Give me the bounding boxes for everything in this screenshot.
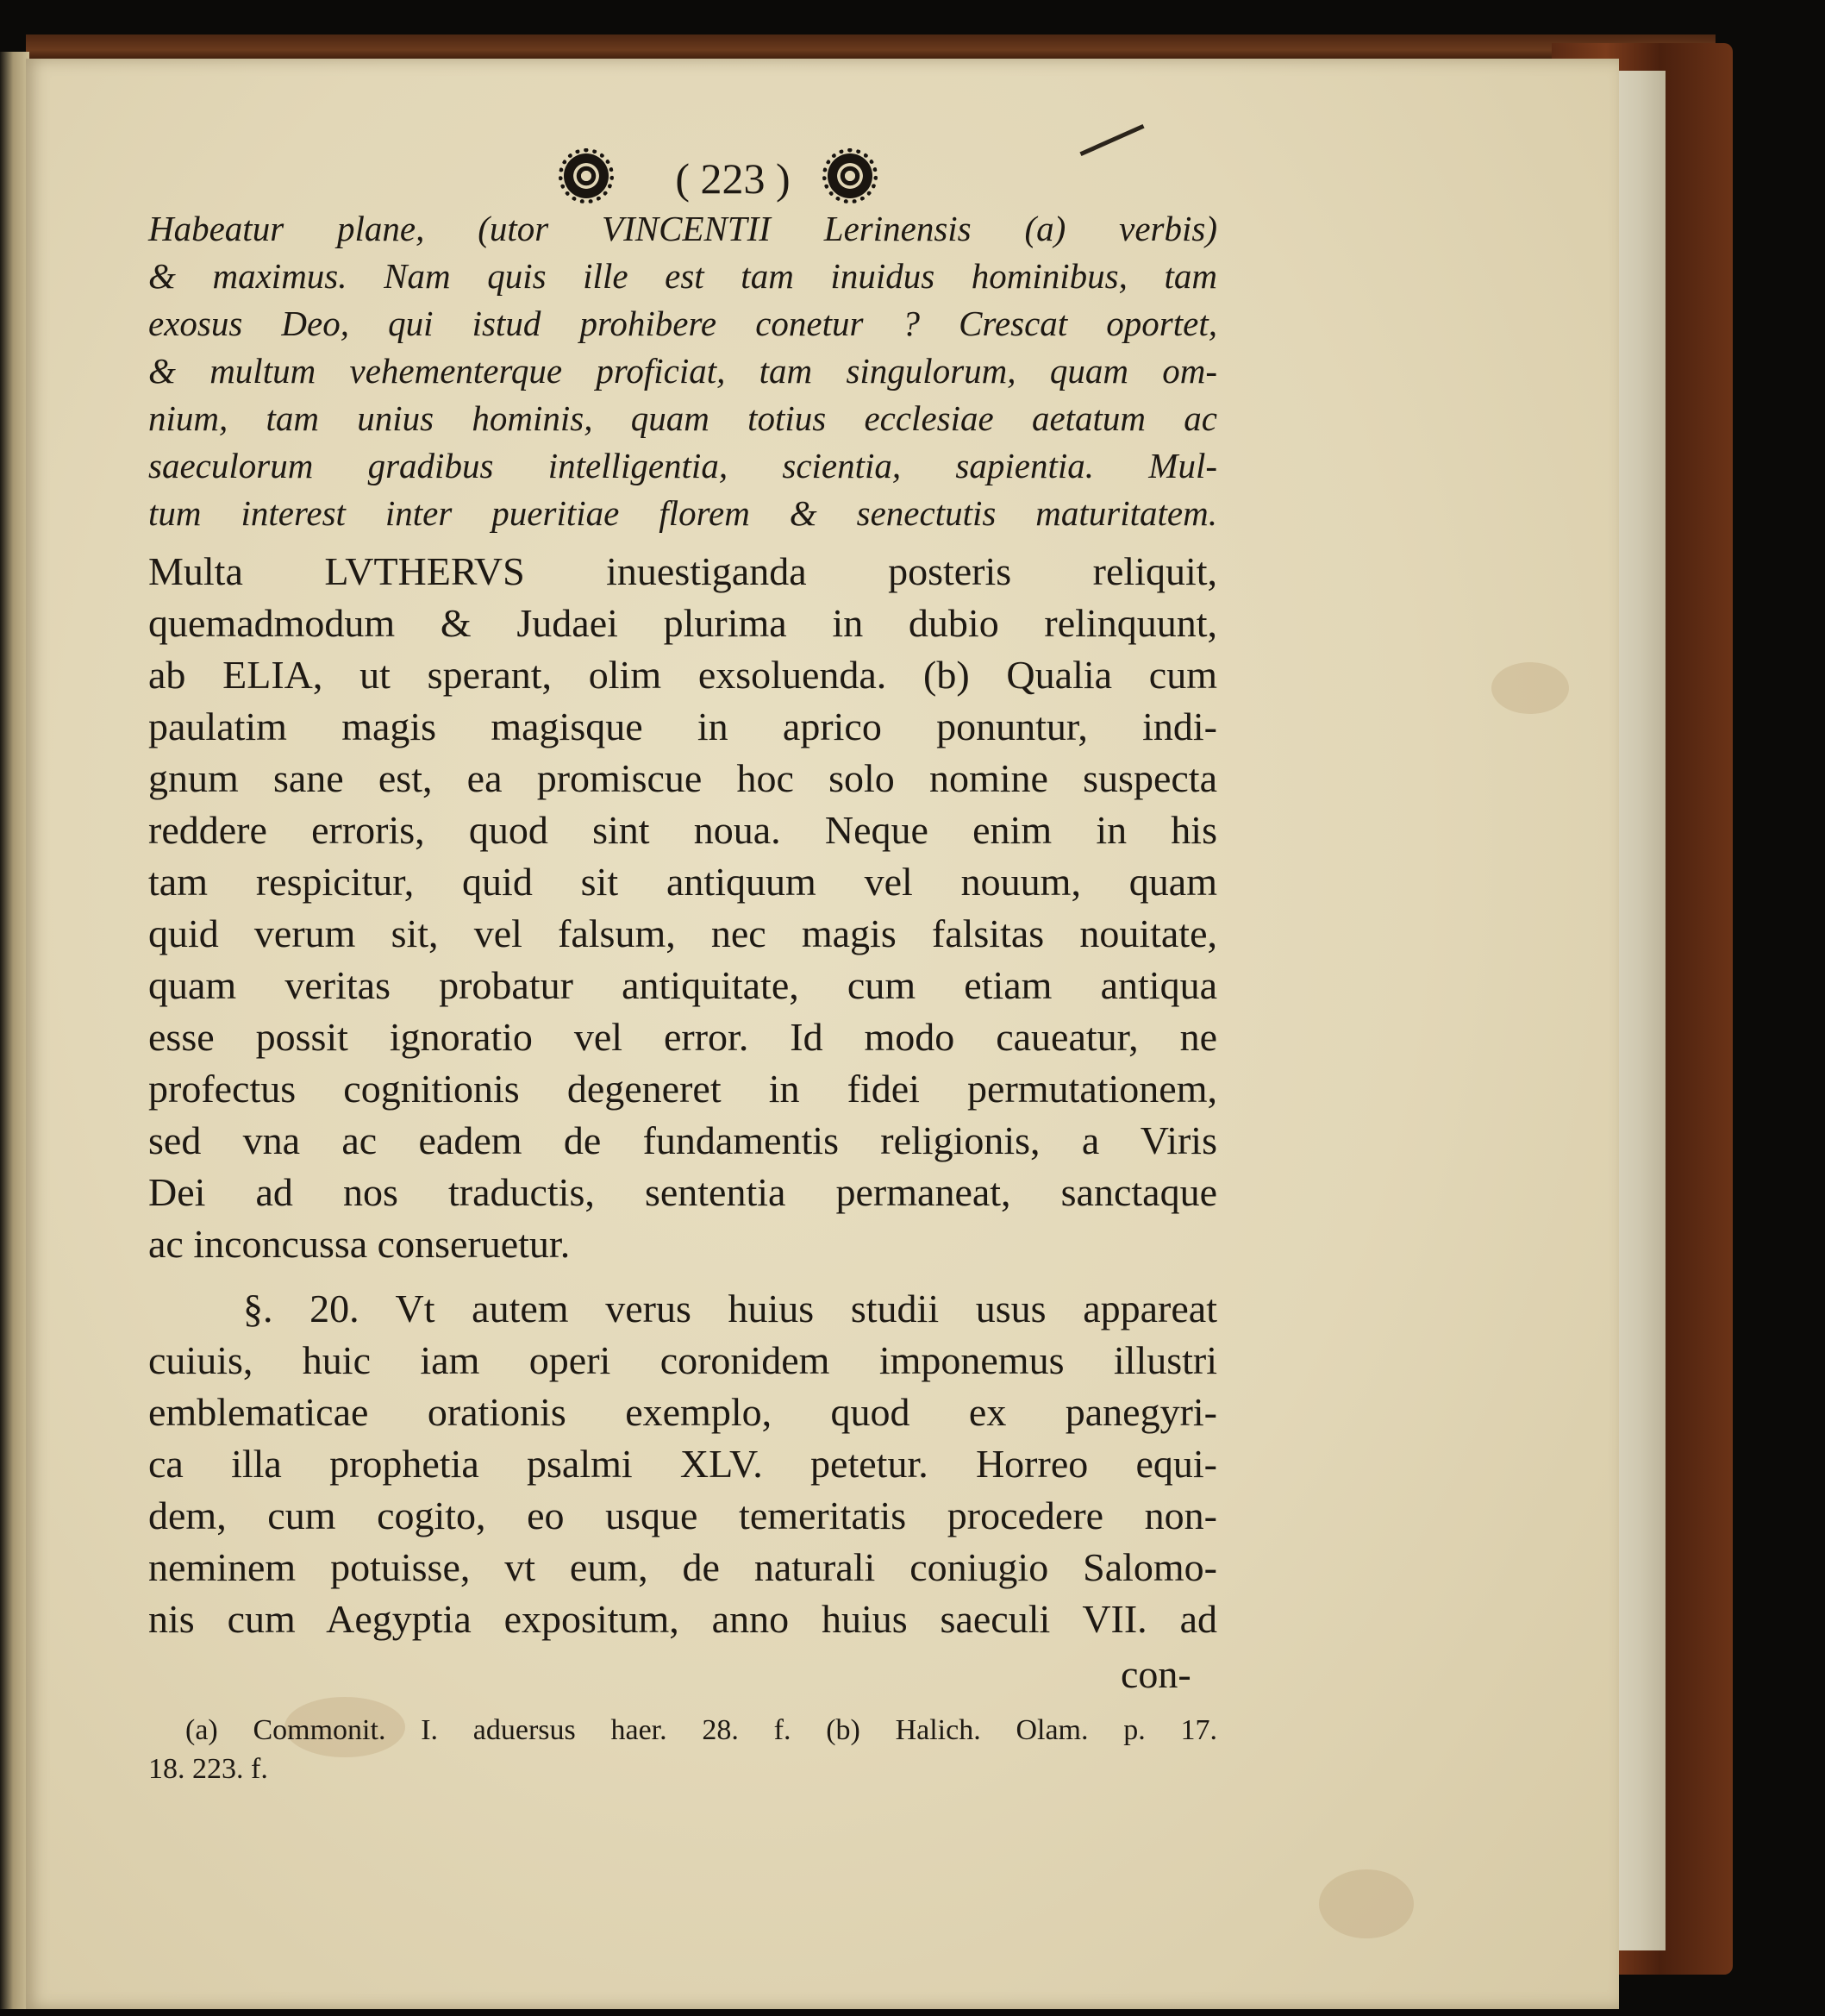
text-line: & maximus. Nam quis ille est tam inuidus hominibus, tam [148, 256, 1217, 296]
text-line: dem, cum cogito, eo usque temeritatis procedere non- [148, 1493, 1217, 1537]
footnote: (a) Commonit. I. aduersus haer. 28. f. (b) Halich. Olam. p. 17. [185, 1714, 1217, 1746]
left-page-edge [0, 52, 29, 2009]
text-line: quemadmodum & Judaei plurima in dubio relinquunt, [148, 601, 1217, 645]
text-line: quid verum sit, vel falsum, nec magis falsitas nouitate, [148, 911, 1217, 955]
text-line: Habeatur plane, (utor VINCENTII Lerinensis (a) verbis) [148, 209, 1217, 248]
text-line: paulatim magis magisque in aprico ponuntur, indi- [148, 704, 1217, 748]
text-line: nium, tam unius hominis, quam totius ecclesiae aetatum ac [148, 398, 1217, 438]
text-line: tam respicitur, quid sit antiquum vel nouum, quam [148, 860, 1217, 904]
text-line: ac inconcussa conseruetur. [148, 1222, 571, 1266]
flower-ornament-icon [828, 153, 872, 198]
text-line: emblematicae orationis exemplo, quod ex panegyri- [148, 1390, 1217, 1434]
text-line: tum interest inter pueritiae florem & senectutis maturitatem. [148, 493, 1217, 533]
text-line: Dei ad nos traductis, sententia permaneat, sanctaque [148, 1170, 1217, 1214]
text-line: & multum vehementerque proficiat, tam singulorum, quam om- [148, 351, 1217, 391]
catchword: con- [1121, 1652, 1191, 1696]
page-stack-edge [1612, 71, 1666, 1950]
text-line: nis cum Aegyptia expositum, anno huius saeculi VII. ad [148, 1597, 1217, 1641]
paper-stain [1491, 662, 1569, 714]
text-line: ca illa prophetia psalmi XLV. petetur. Horreo equi- [148, 1442, 1217, 1486]
page-number: ( 223 ) [675, 154, 791, 203]
book-binding-top [26, 34, 1716, 60]
text-line: Multa LVTHERVS inuestiganda posteris reliquit, [148, 549, 1217, 593]
footnote: 18. 223. f. [148, 1753, 268, 1785]
text-line: profectus cognitionis degeneret in fidei permutationem, [148, 1067, 1217, 1111]
text-line: sed vna ac eadem de fundamentis religionis, a Viris [148, 1118, 1217, 1162]
text-line: reddere erroris, quod sint noua. Neque enim in his [148, 808, 1217, 852]
text-line: esse possit ignoratio vel error. Id modo caueatur, ne [148, 1015, 1217, 1059]
text-line: ab ELIA, ut sperant, olim exsoluenda. (b) Qualia cum [148, 653, 1217, 697]
paper-stain [1319, 1869, 1414, 1938]
text-line: neminem potuisse, vt eum, de naturali coniugio Salomo- [148, 1545, 1217, 1589]
text-line: saeculorum gradibus intelligentia, scientia, sapientia. Mul- [148, 446, 1217, 485]
paragraph-first-line: §. 20. Vt autem verus huius studii usus appareat [243, 1287, 1217, 1330]
text-line: quam veritas probatur antiquitate, cum etiam antiqua [148, 963, 1217, 1007]
text-line: gnum sane est, ea promiscue hoc solo nomine suspecta [148, 756, 1217, 800]
text-line: exosus Deo, qui istud prohibere conetur ? Crescat oportet, [148, 304, 1217, 343]
text-line: cuiuis, huic iam operi coronidem imponemus illustri [148, 1338, 1217, 1382]
